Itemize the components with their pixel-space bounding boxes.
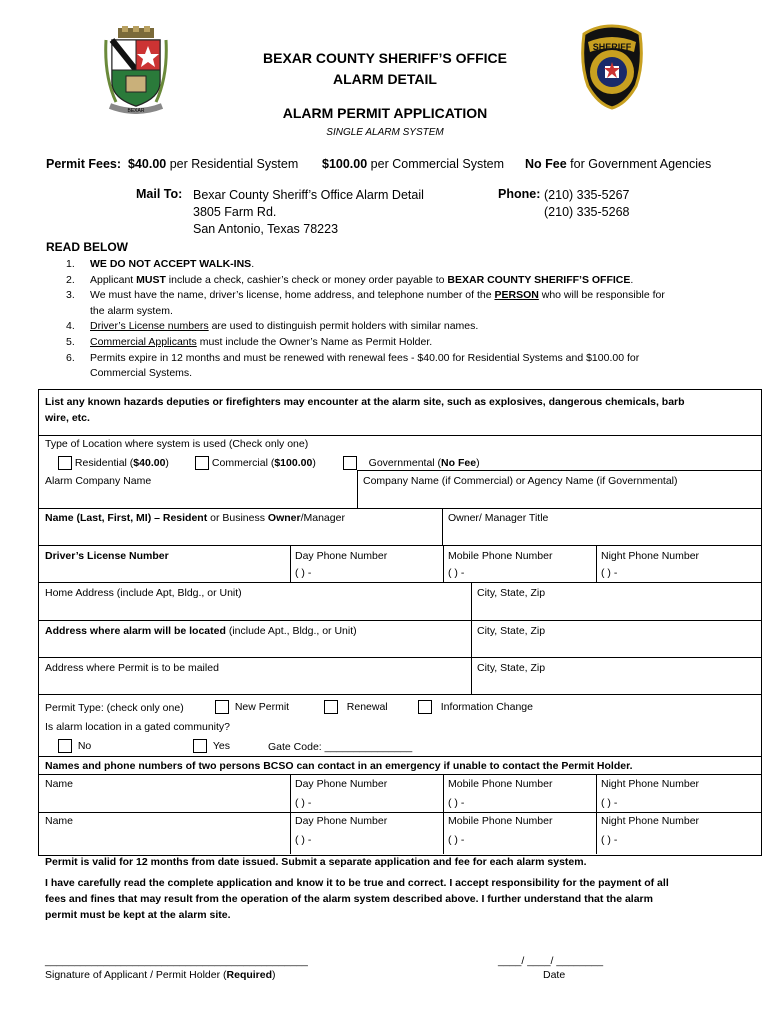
location-type-label: Type of Location where system is used (Check only one) <box>45 438 309 450</box>
hazards-label: List any known hazards deputies or firefighters may encounter at the alarm site, such as explosives, dangerous chemicals, barb <box>45 396 685 408</box>
day-phone-label: Day Phone Number <box>295 550 388 562</box>
info-change-checkbox[interactable] <box>418 700 432 714</box>
contact-2-night-label: Night Phone Number <box>601 815 700 827</box>
phone-label: Phone: <box>498 187 541 201</box>
contact-2-night-input[interactable]: ( ) - <box>601 834 618 846</box>
list-item: 1. WE DO NOT ACCEPT WALK-INS. <box>66 258 255 270</box>
permit-type-label: Permit Type: (check only one) <box>45 702 184 714</box>
permit-fees: Permit Fees: $40.00 per Residential System <box>46 157 299 171</box>
divider <box>38 435 761 436</box>
city-state-zip-label: City, State, Zip <box>477 662 546 674</box>
residential-option[interactable]: Residential ($40.00) <box>58 456 169 470</box>
residential-checkbox[interactable] <box>58 456 72 470</box>
new-permit-option[interactable]: New Permit <box>215 700 289 714</box>
hazards-label-2: wire, etc. <box>45 412 90 424</box>
info-change-option[interactable]: Information Change <box>418 700 533 714</box>
owner-title-label: Owner/ Manager Title <box>448 512 549 524</box>
contact-2-mobile-input[interactable]: ( ) - <box>448 834 465 846</box>
contact-1-night-input[interactable]: ( ) - <box>601 797 618 809</box>
gated-question: Is alarm location in a gated community? <box>45 721 231 733</box>
governmental-checkbox[interactable] <box>343 456 357 470</box>
list-item: 2. Applicant MUST include a check, cashier’s check or money order payable to BEXAR COUNTY SHERIFF’S OFFICE. <box>66 273 634 286</box>
city-state-zip-label: City, State, Zip <box>477 587 546 599</box>
list-item: 5. Commercial Applicants must include the Owner’s Name as Permit Holder. <box>66 335 433 348</box>
contact-1-name-label: Name <box>45 778 74 790</box>
form-subtitle: SINGLE ALARM SYSTEM <box>326 127 444 138</box>
gated-no-checkbox[interactable] <box>58 739 72 753</box>
read-below-heading: READ BELOW <box>46 240 128 254</box>
contact-1-mobile-input[interactable]: ( ) - <box>448 797 465 809</box>
contact-2-day-phone-label: Day Phone Number <box>295 815 388 827</box>
alarm-address-label: Address where alarm will be located (include Apt., Bldg., or Unit) <box>45 625 357 637</box>
company-name-label: Company Name (if Commercial) or Agency Name (if Governmental) <box>363 475 678 487</box>
certification: I have carefully read the complete application and know it to be true and correct. I accept responsibility for the payment of all fees and fines that may result from the operation of the alarm system described above. I further understand that the alarm permit must be kept at the alarm site. <box>45 877 669 921</box>
validity-note: Permit is valid for 12 months from date issued. Submit a separate application and fee for each alarm system. <box>45 856 587 868</box>
contact-1-day-phone-label: Day Phone Number <box>295 778 388 790</box>
renewal-option[interactable]: Renewal <box>324 700 388 714</box>
alarm-company-label: Alarm Company Name <box>45 475 152 487</box>
date-line[interactable]: ____/ ____/ ________ <box>498 955 604 967</box>
commercial-fee: $100.00 per Commercial System <box>322 157 505 171</box>
date-label: Date <box>543 969 566 981</box>
gated-no-option[interactable]: No <box>58 739 91 753</box>
mail-address-label: Address where Permit is to be mailed <box>45 662 219 674</box>
badge-text: SHERIFF <box>592 42 632 52</box>
seal-text: BEXAR <box>127 108 145 114</box>
home-address-label: Home Address (include Apt, Bldg., or Unit) <box>45 587 242 599</box>
office-title: BEXAR COUNTY SHERIFF’S OFFICE <box>263 50 507 66</box>
governmental-option[interactable]: Governmental (No Fee) <box>343 456 480 470</box>
government-fee: No Fee for Government Agencies <box>525 157 712 171</box>
phone-numbers: (210) 335-5267 (210) 335-5268 <box>544 188 630 219</box>
city-state-zip-label: City, State, Zip <box>477 625 546 637</box>
contact-1-mobile-label: Mobile Phone Number <box>448 778 553 790</box>
county-seal <box>104 26 168 114</box>
contact-2-mobile-label: Mobile Phone Number <box>448 815 553 827</box>
gated-yes-option[interactable]: Yes <box>193 739 230 753</box>
signature-line[interactable]: _____________________________________________ <box>45 955 308 967</box>
contact-2-day-phone-input[interactable]: ( ) - <box>295 834 312 846</box>
contacts-heading: Names and phone numbers of two persons BCSO can contact in an emergency if unable to contact the Permit Holder. <box>45 760 633 772</box>
commercial-option[interactable]: Commercial ($100.00) <box>195 456 316 470</box>
signature-label: Signature of Applicant / Permit Holder (Required) <box>45 969 276 981</box>
form-title: ALARM PERMIT APPLICATION <box>282 105 488 121</box>
new-permit-checkbox[interactable] <box>215 700 229 714</box>
night-phone-input[interactable]: ( ) - <box>601 567 618 579</box>
list-item: 4. Driver’s License numbers are used to distinguish permit holders with similar names. <box>66 320 479 333</box>
mobile-phone-input[interactable]: ( ) - <box>448 567 465 579</box>
detail-title: ALARM DETAIL <box>333 71 437 87</box>
name-label: Name (Last, First, MI) – Resident or Business Owner/Manager <box>45 512 345 524</box>
renewal-checkbox[interactable] <box>324 700 338 714</box>
instructions-list <box>66 257 746 382</box>
night-phone-label: Night Phone Number <box>601 550 700 562</box>
drivers-license-label: Driver’s License Number <box>45 550 169 562</box>
contact-1-day-phone-input[interactable]: ( ) - <box>295 797 312 809</box>
mobile-phone-label: Mobile Phone Number <box>448 550 553 562</box>
mail-address: Bexar County Sheriff’s Office Alarm Detail 3805 Farm Rd. San Antonio, Texas 78223 <box>193 188 424 236</box>
contact-1-night-label: Night Phone Number <box>601 778 700 790</box>
mail-to-label: Mail To: <box>136 187 183 201</box>
commercial-checkbox[interactable] <box>195 456 209 470</box>
list-item: 3. We must have the name, driver’s license, home address, and telephone number of the PERSON who will be responsible for the alarm system. <box>66 289 665 317</box>
list-item: 6. Permits expire in 12 months and must be renewed with renewal fees - $40.00 for Residential Systems and $100.00 for Commercial Systems. <box>66 351 640 380</box>
day-phone-input[interactable]: ( ) - <box>295 567 312 579</box>
sheriff-badge <box>578 24 646 110</box>
gated-yes-checkbox[interactable] <box>193 739 207 753</box>
gate-code-field[interactable]: Gate Code: _______________ <box>268 741 413 753</box>
contact-2-name-label: Name <box>45 815 74 827</box>
